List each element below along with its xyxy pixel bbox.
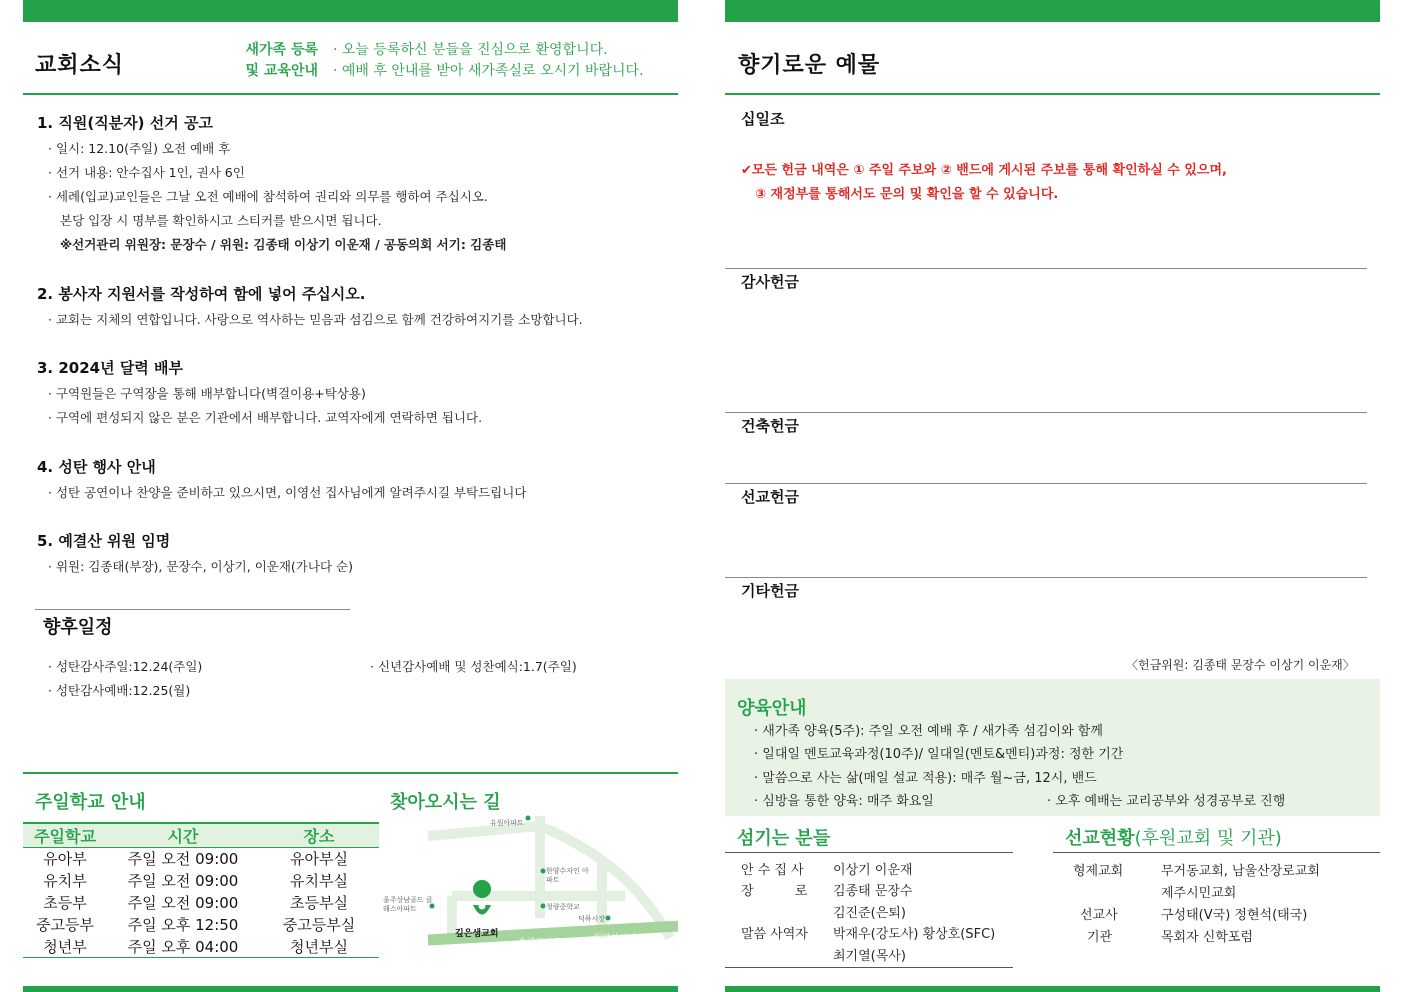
schedule-item: · 성탄감사예배:12.25(월) (48, 683, 191, 698)
table-cell: 주일 오전 09:00 (127, 850, 239, 869)
directions-title: 찾아오시는 길 (390, 792, 501, 813)
notice-title: 3. 2024년 달력 배부 (37, 359, 184, 377)
table-cell: 초등부실 (290, 894, 348, 912)
church-pin-hole (479, 903, 486, 910)
table-row (23, 870, 379, 892)
left-header-rule (23, 93, 678, 95)
table-cell: 유치부 (43, 872, 87, 890)
building-offering-label: 건축헌금 (741, 417, 799, 435)
notice-line: · 위원: 김종태(부장), 문장수, 이상기, 이운재(가나다 순) (48, 559, 353, 574)
table-cell: 중고등부 (36, 916, 94, 934)
mission-offering-label: 선교헌금 (741, 488, 799, 506)
map-dot (606, 916, 611, 921)
notice-line: · 세례(입교)교인들은 그날 오전 예배에 참석하여 권리와 의무를 행하여 주십시오. (48, 189, 488, 204)
offering-title: 향기로운 예물 (738, 53, 881, 78)
missions-title (1065, 824, 1282, 850)
map-label-dokha: 덕하시장 (578, 915, 606, 923)
missions-rule (1053, 852, 1380, 853)
table-cell: 청년부 (43, 937, 87, 956)
map-dot (541, 869, 546, 874)
map-label-church: 깊은샘교회 (455, 929, 499, 939)
newcomer-line: · 예배 후 안내를 받아 새가족실로 오시기 바랍니다. (333, 63, 644, 79)
mission-role: 형제교회 (1073, 864, 1124, 879)
nurture-line: · 일대일 멘토교육과정(10주)/ 일대일(멘토&멘티)과정: 정한 기간 (754, 747, 1124, 762)
offering-notice-line1: ✔모든 헌금 내역은 ① 주일 주보와 ② 밴드에 게시된 주보를 통해 확인하실 수 있으며, (741, 163, 1227, 178)
table-cell: 주일 오후 04:00 (127, 937, 239, 956)
servants-rule-top (725, 852, 1013, 853)
servant-names: 이상기 이운재 (833, 863, 913, 878)
top-bar-left (23, 0, 678, 22)
other-offering-label: 기타헌금 (741, 582, 799, 600)
mission-names: 구성태(V국) 정현석(태국) (1161, 908, 1308, 923)
offering-rule (725, 577, 1367, 578)
newcomer-label-line1: 새가족 등록 (245, 42, 318, 58)
sunday-school-table (23, 822, 379, 958)
servant-role: 말씀 사역자 (741, 927, 808, 942)
notice-line: · 선거 내용: 안수집사 1인, 권사 6인 (48, 165, 245, 180)
church-news-title: 교회소식 (35, 53, 125, 78)
notice-line: · 구역에 편성되지 않은 분은 기관에서 배부합니다. 교역자에게 연락하면 됩니다. (48, 410, 483, 425)
notice-line: · 구역원들은 구역장을 통해 배부합니다(벽걸이용+탁상용) (48, 386, 366, 401)
map-label-hanyang: 한양수자인 아파트 (546, 867, 589, 884)
table-row (23, 848, 379, 870)
sunday-school-title: 주일학교 안내 (35, 792, 146, 813)
offering-committee: 〈헌금위원: 김종태 문장수 이상기 이운재〉 (1126, 658, 1355, 672)
table-header-row (23, 823, 379, 848)
mission-names: 목회자 신학포럼 (1161, 930, 1254, 945)
table-cell: 초등부 (43, 894, 87, 912)
sunday-school-rule (23, 772, 678, 774)
top-bar-right (725, 0, 1380, 22)
servants-rule-bottom (725, 967, 1013, 968)
bottom-bar-right (725, 986, 1380, 992)
notice-line: 본당 입장 시 명부를 확인하시고 스티커를 받으시면 됩니다. (60, 213, 382, 228)
newcomer-label (226, 40, 318, 82)
table-cell: 주일 오후 12:50 (127, 916, 239, 934)
table-cell: 주일 오전 09:00 (127, 894, 239, 912)
table-header: 시간 (107, 823, 259, 848)
table-cell: 중고등부실 (282, 916, 356, 934)
table-row (23, 936, 379, 958)
servants-title: 섬기는 분들 (737, 828, 831, 849)
table-header: 주일학교 (23, 823, 107, 848)
offering-rule (725, 268, 1367, 269)
map-label-middle-school: 청량중학교 (546, 903, 580, 911)
servant-role: 장 로 (741, 884, 808, 899)
servant-names: 최기열(목사) (833, 949, 906, 964)
map-dot (526, 816, 531, 821)
table-row (23, 892, 379, 914)
mission-role: 기관 (1087, 930, 1113, 945)
servant-names: 김종태 문장수 (833, 884, 913, 899)
mission-names: 제주시민교회 (1161, 886, 1237, 901)
newcomer-text (333, 40, 644, 82)
notice-line: · 성탄 공연이나 찬양을 준비하고 있으시면, 이영선 집사님에게 알려주시길 부탁드립니다 (48, 485, 527, 500)
mission-names: 무거동교회, 남울산장로교회 (1161, 864, 1320, 879)
notice-title: 1. 직원(직분자) 선거 공고 (37, 114, 213, 132)
missions-subtitle: (후원교회 및 기관) (1134, 828, 1282, 849)
election-committee-line: ※선거관리 위원장: 문장수 / 위원: 김종태 이상기 이운재 / 공동의회 서기: 김종태 (60, 237, 507, 252)
table-cell: 주일 오전 09:00 (127, 872, 239, 890)
church-pin-icon (473, 880, 491, 898)
notice-title: 5. 예결산 위원 임명 (37, 532, 171, 550)
newcomer-line: · 오늘 등록하신 분들을 진심으로 환영합니다. (333, 42, 608, 58)
table-row (23, 914, 379, 936)
table-header: 장소 (259, 823, 379, 848)
nurture-title: 양육안내 (737, 698, 807, 719)
tithe-label: 십일조 (741, 110, 785, 128)
schedule-item: · 신년감사예배 및 성찬예식:1.7(주일) (370, 659, 577, 674)
bottom-bar-left (23, 986, 678, 992)
map-dot (541, 904, 546, 909)
offering-notice-line2: ③ 재정부를 통해서도 문의 및 확인을 할 수 있습니다. (755, 187, 1059, 202)
servant-names: 김진준(은퇴) (833, 906, 906, 921)
schedule-item: · 성탄감사주일:12.24(주일) (48, 659, 203, 674)
table-cell: 유치부실 (290, 872, 348, 890)
right-header-rule (725, 93, 1380, 95)
servant-names: 박재우(강도사) 황상호(SFC) (833, 927, 996, 942)
notice-title: 2. 봉사자 지원서를 작성하여 함에 넣어 주십시오. (37, 285, 366, 303)
table-cell: 유아부 (43, 850, 87, 869)
schedule-rule (35, 609, 350, 610)
nurture-extra-line: · 오후 예배는 교리공부와 성경공부로 진행 (1047, 794, 1286, 809)
offering-rule (725, 412, 1367, 413)
nurture-line: · 말씀으로 사는 삶(매일 설교 적용): 매주 월~금, 12시, 밴드 (754, 771, 1097, 786)
nurture-line: · 새가족 양육(5주): 주일 오전 예배 후 / 새가족 섬김이와 함께 (754, 724, 1103, 739)
map-label-top: 유원아파트 (490, 819, 524, 827)
table-cell: 청년부실 (290, 937, 348, 956)
table-cell: 유아부실 (290, 850, 348, 869)
servant-role: 안 수 집 사 (741, 863, 804, 878)
thanks-offering-label: 감사헌금 (741, 273, 799, 291)
nurture-line: · 심방을 통한 양육: 매주 화요일 (754, 794, 934, 809)
notice-line: · 교회는 지체의 연합입니다. 사랑으로 역사하는 믿음과 섬김으로 함께 건강하여지기를 소망합니다. (48, 312, 583, 327)
newcomer-label-line2: 및 교육안내 (245, 63, 318, 79)
schedule-title: 향후일정 (43, 617, 113, 638)
notice-title: 4. 성탄 행사 안내 (37, 458, 156, 476)
notice-line: · 일시: 12.10(주일) 오전 예배 후 (48, 141, 231, 156)
offering-rule (725, 483, 1367, 484)
map-label-road2: 청덕삼거리 (593, 934, 637, 944)
mission-role: 선교사 (1080, 908, 1118, 923)
map-label-ulju: 울주상남골드 클래스아파트 (383, 896, 433, 913)
missions-title-main: 선교현황 (1065, 828, 1135, 849)
map-label-road1: 송진교차로 (518, 938, 562, 948)
